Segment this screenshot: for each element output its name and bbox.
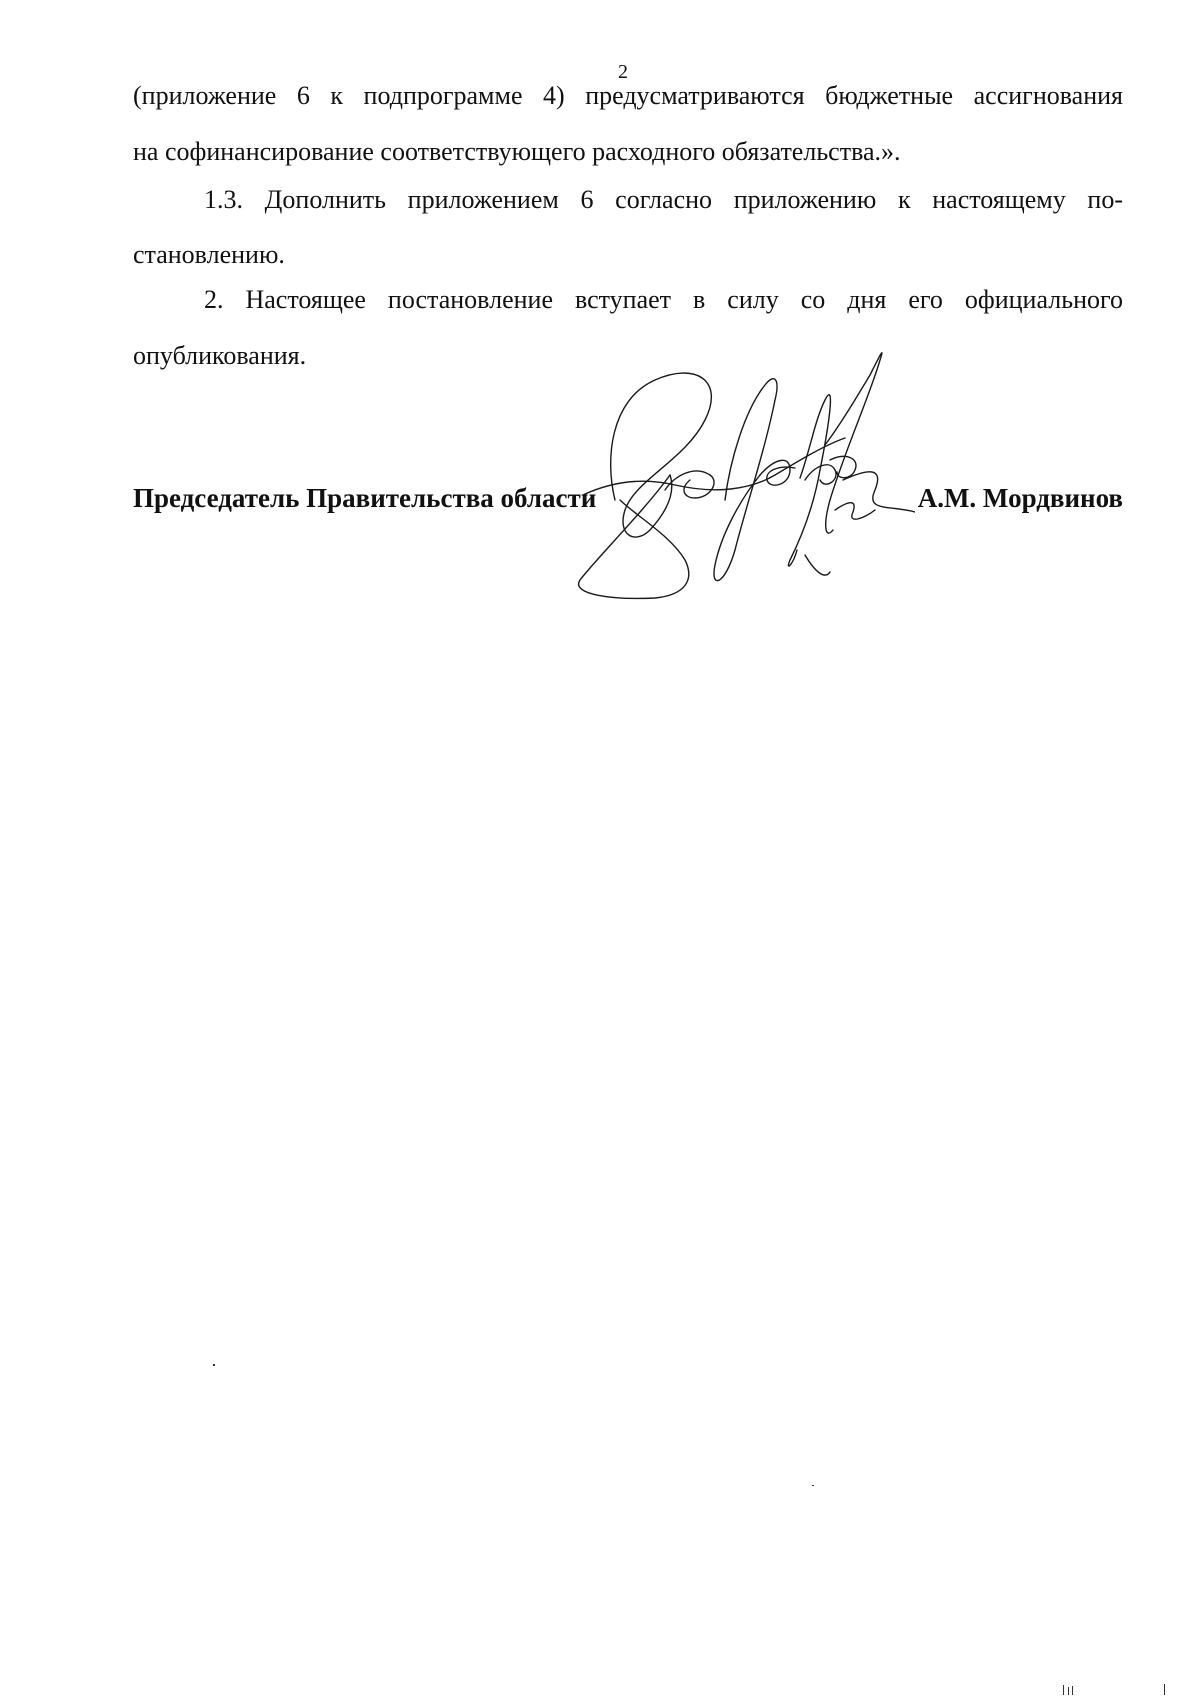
signer-title: Председатель Правительства области bbox=[133, 483, 597, 513]
handwritten-signature-icon bbox=[575, 340, 915, 610]
paragraph-3-line-2: опубликования. bbox=[133, 341, 307, 370]
page-number: 2 bbox=[618, 61, 628, 83]
signer-name: А.М. Мордвинов bbox=[917, 483, 1123, 513]
scan-speck-1 bbox=[213, 1364, 215, 1366]
scan-speck-5 bbox=[1072, 1686, 1073, 1695]
paragraph-1-line-1: (приложение 6 к подпрограмме 4) предусматриваются бюджетные ассигнования bbox=[133, 81, 1123, 110]
paragraph-2-line-2: становлению. bbox=[133, 240, 285, 269]
scan-speck-3 bbox=[1063, 1685, 1064, 1695]
paragraph-1-line-2: на софинансирование соответствующего расходного обязательства.». bbox=[133, 137, 901, 166]
paragraph-2-line-1: 1.3. Дополнить приложением 6 согласно приложению к настоящему по- bbox=[204, 185, 1123, 214]
paragraph-3-line-1: 2. Настоящее постановление вступает в силу со дня его официального bbox=[204, 285, 1123, 314]
scan-speck-4 bbox=[1068, 1687, 1069, 1695]
scan-speck-6 bbox=[1164, 1684, 1165, 1695]
scan-speck-2 bbox=[812, 1485, 814, 1486]
